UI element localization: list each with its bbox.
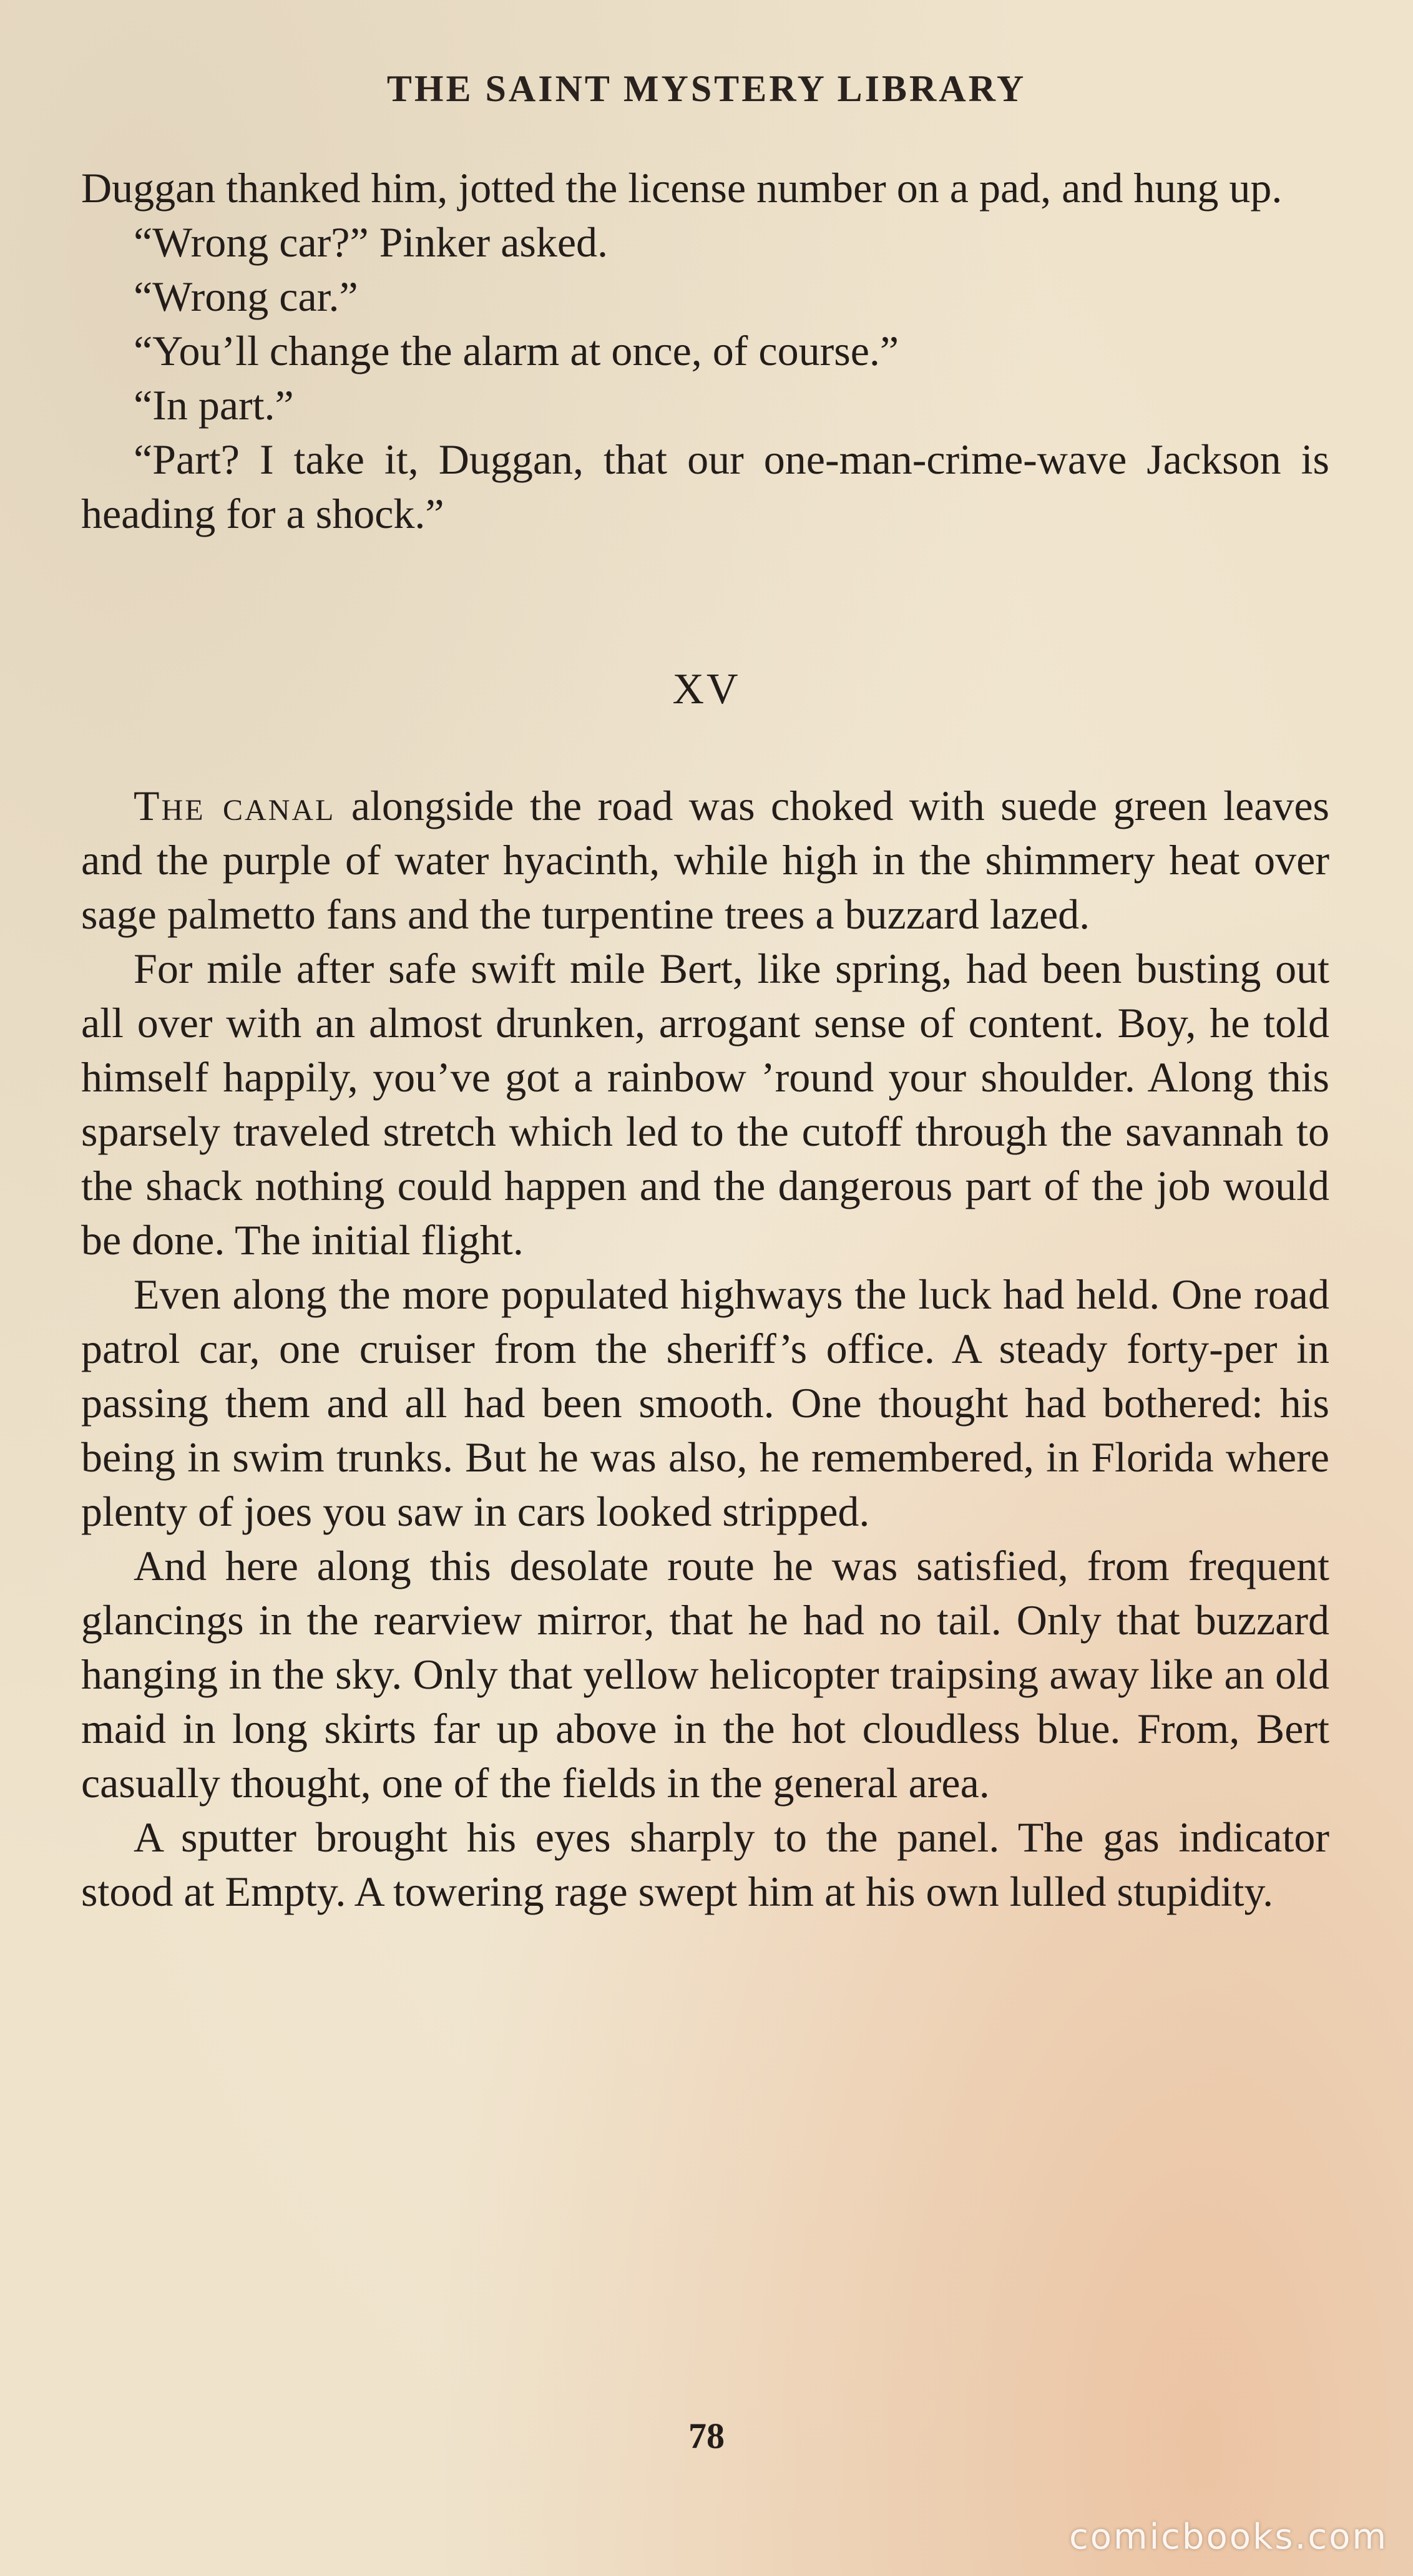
- paragraph: “Wrong car.”: [134, 273, 358, 320]
- paragraph: For mile after safe swift mile Bert, like spring, had been busting out all over with an almost drunken, arrogant sense of content. Boy, he told himself happily, you’ve got a rainbow ’round your shoulder. Along this sparsely traveled stretch which led to the cutoff through the savannah to the shack nothing could happen and the dangerous part of the job would be done. The initial flight.: [81, 945, 1329, 1264]
- paragraph: And here along this desolate route he was satisfied, from frequent glancings in the rearview mirror, that he had no tail. Only that buzzard hanging in the sky. Only that yellow helicopter traipsing away like an old maid in long skirts far up above in the hot cloudless blue. From, Bert casually thought, one of the fields in the general area.: [81, 1542, 1329, 1807]
- running-head: THE SAINT MYSTERY LIBRARY: [386, 68, 1027, 109]
- paragraph: Even along the more populated highways the luck had held. One road patrol car, one cruiser from the sheriff’s office. A steady forty-per in passing them and all had been smooth. One thought had bothered: his being in swim trunks. But he was also, he remembered, in Florida where plenty of joes you saw in cars looked stripped.: [81, 1271, 1329, 1535]
- opening-paragraph: [81, 779, 1329, 942]
- chapter-number: XV: [672, 665, 741, 713]
- main-text-block: [81, 779, 1329, 1919]
- top-text-block: [81, 161, 1329, 541]
- paragraph: “Wrong car?” Pinker asked.: [134, 218, 609, 266]
- opening-smallcaps: The canal: [134, 782, 336, 829]
- paragraph: Duggan thanked him, jotted the license number on a pad, and hung up.: [81, 164, 1283, 212]
- paragraph: “In part.”: [134, 381, 294, 429]
- paragraph: “Part? I take it, Duggan, that our one-man-crime-wave Jackson is heading for a shock.”: [81, 436, 1329, 537]
- page-number: 78: [688, 2416, 725, 2456]
- watermark: comicbooks.com: [1068, 2517, 1388, 2557]
- opening-rest: alongside the road was choked with suede green leaves and the purple of water hyacinth, while high in the shimmery heat over sage palmetto fans and the turpentine trees a buzzard lazed.: [81, 782, 1329, 938]
- paragraph: “You’ll change the alarm at once, of course.”: [134, 327, 899, 374]
- paragraph: A sputter brought his eyes sharply to the panel. The gas indicator stood at Empty. A towering rage swept him at his own lulled stupidity.: [81, 1813, 1329, 1915]
